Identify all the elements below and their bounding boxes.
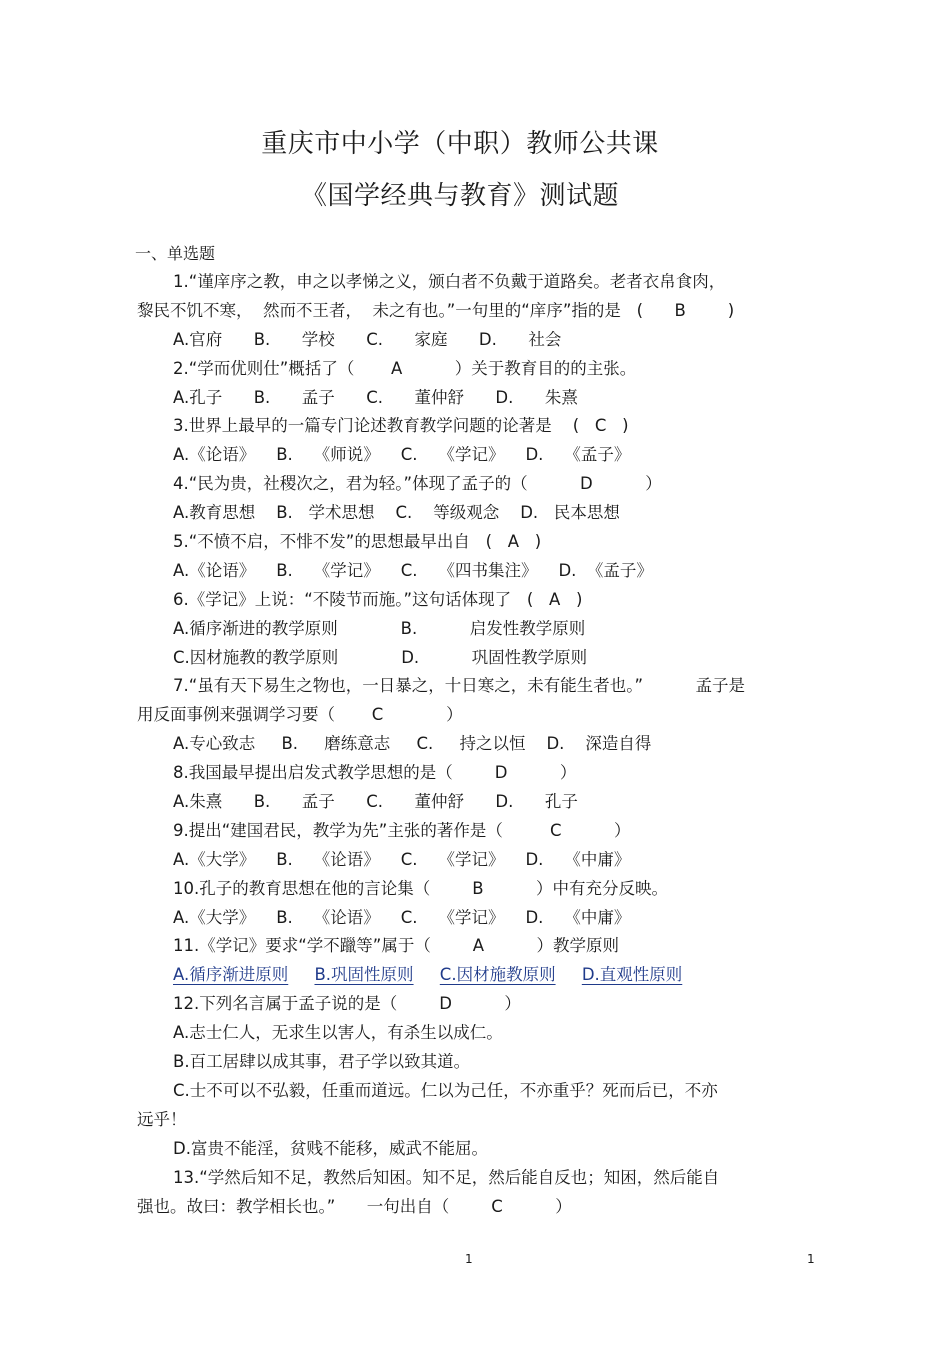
- page-number-center: 1: [465, 1252, 473, 1266]
- text-line: 13.“学然后知不足，教然后知困。知不足，然后能自反也；知困，然后能自: [173, 1167, 720, 1187]
- text-line: 8.我国最早提出启发式教学思想的是（ D ）: [173, 763, 577, 783]
- text-line: D.富贵不能淫，贫贱不能移，威武不能屈。: [173, 1138, 488, 1158]
- text-line: A.循序渐进的教学原则 B. 启发性教学原则: [173, 618, 586, 638]
- text-line: 强也。故曰：教学相长也。” 一句出自（ C ）: [137, 1196, 572, 1216]
- text-line: A.朱熹 B. 孟子 C. 董仲舒 D. 孔子: [173, 792, 578, 812]
- text-line: 6.《学记》上说：“不陵节而施。”这句话体现了 ( A ): [173, 589, 583, 609]
- text-line: 7.“虽有天下易生之物也，一日暴之，十日寒之，未有能生者也。” 孟子是: [173, 676, 746, 696]
- section-heading: 一、单选题: [135, 244, 216, 263]
- text-line: C.因材施教的教学原则 D. 巩固性教学原则: [173, 647, 588, 667]
- text-line: 3.世界上最早的一篇专门论述教育教学问题的论著是 ( C ): [173, 416, 629, 436]
- text-line: A.《论语》 B. 《师说》 C. 《学记》 D. 《孟子》: [173, 445, 631, 465]
- underlined-option: A.循序渐进原则: [173, 965, 289, 985]
- text-line: A.官府 B. 学校 C. 家庭 D. 社会: [173, 329, 562, 349]
- underlined-option: D.直观性原则: [581, 965, 683, 985]
- text-line: 2.“学而优则仕”概括了（ A ）关于教育目的的主张。: [173, 358, 637, 378]
- text-line: A.教育思想 B. 学术思想 C. 等级观念 D. 民本思想: [173, 503, 620, 523]
- text-line: 黎民不饥不寒， 然而不王者， 未之有也。”一句里的“庠序”指的是 ( B ): [137, 300, 735, 320]
- text-line: [137, 961, 827, 990]
- text-line: 4.“民为贵，社稷次之，君为轻。”体现了孟子的（ D ）: [173, 474, 662, 494]
- text-line: 远乎！: [137, 1109, 187, 1129]
- page-number-right: 1: [807, 1252, 815, 1266]
- question-list: [137, 268, 827, 1221]
- text-line: A.《大学》 B. 《论语》 C. 《学记》 D. 《中庸》: [173, 907, 631, 927]
- text-line: A.《大学》 B. 《论语》 C. 《学记》 D. 《中庸》: [173, 849, 631, 869]
- text-line: 5.“不愤不启，不悱不发”的思想最早出自 ( A ): [173, 532, 542, 552]
- text-line: A.志士仁人，无求生以害人，有杀生以成仁。: [173, 1023, 503, 1043]
- text-line: 12.下列名言属于孟子说的是（ D ）: [173, 994, 521, 1014]
- underlined-option: B.巩固性原则: [314, 965, 414, 985]
- text-line: 10.孔子的教育思想在他的言论集（ B ）中有充分反映。: [173, 878, 668, 898]
- text-line: A.专心致志 B. 磨练意志 C. 持之以恒 D. 深造自得: [173, 734, 652, 754]
- text-line: A.孔子 B. 孟子 C. 董仲舒 D. 朱熹: [173, 387, 578, 407]
- document-subtitle: 《国学经典与教育》测试题: [300, 181, 619, 211]
- text-line: B.百工居肆以成其事，君子学以致其道。: [173, 1052, 471, 1072]
- text-line: A.《论语》 B. 《学记》 C. 《四书集注》 D. 《孟子》: [173, 560, 653, 580]
- text-line: 1.“谨庠序之教，申之以孝悌之义，颁白者不负戴于道路矣。老者衣帛食肉，: [173, 272, 726, 291]
- underlined-option: C.因材施教原则: [439, 965, 556, 985]
- text-line: 9.提出“建国君民，教学为先”主张的著作是（ C ）: [173, 820, 631, 840]
- text-line: 用反面事例来强调学习要（ C ）: [137, 705, 463, 725]
- text-line: 11.《学记》要求“学不躐等”属于（ A ）教学原则: [173, 936, 620, 956]
- text-line: C.士不可以不弘毅，任重而道远。仁以为己任，不亦重乎？死而后已，不亦: [173, 1080, 718, 1100]
- document-title: 重庆市中小学（中职）教师公共课: [261, 129, 659, 159]
